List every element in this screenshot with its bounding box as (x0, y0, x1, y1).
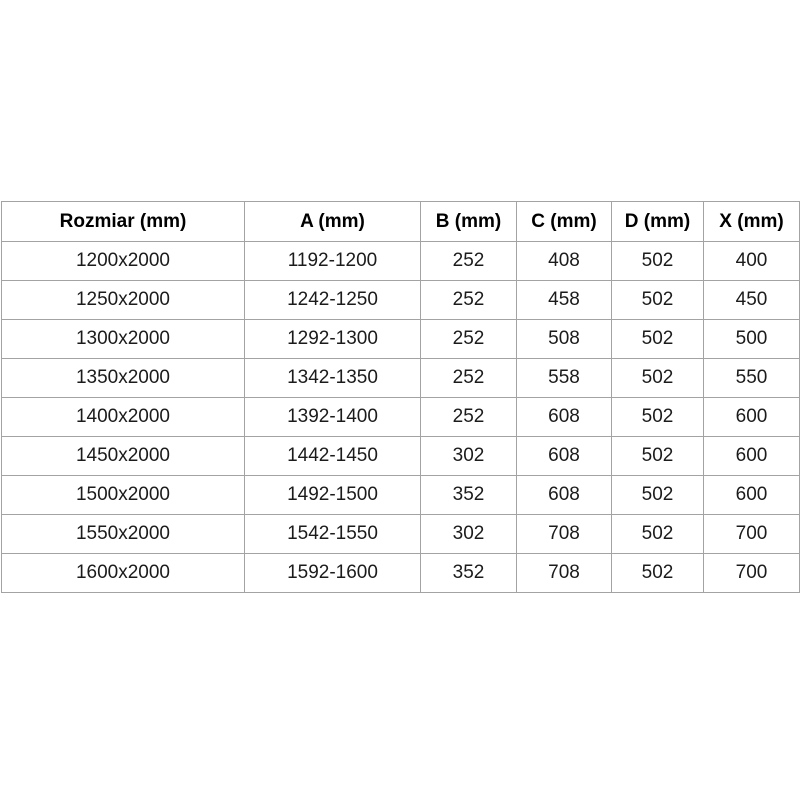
table-cell: 1350x2000 (2, 359, 245, 398)
table-cell: 500 (704, 320, 800, 359)
table-cell: 608 (517, 398, 612, 437)
table-cell: 1192-1200 (245, 242, 421, 281)
table-cell: 502 (612, 320, 704, 359)
column-header-d: D (mm) (612, 202, 704, 242)
table-cell: 502 (612, 359, 704, 398)
table-cell: 502 (612, 281, 704, 320)
table-cell: 252 (421, 398, 517, 437)
table-cell: 502 (612, 554, 704, 593)
table-cell: 1550x2000 (2, 515, 245, 554)
table-row (2, 359, 800, 398)
table-cell: 1442-1450 (245, 437, 421, 476)
table-cell: 608 (517, 476, 612, 515)
table-cell: 252 (421, 359, 517, 398)
table-cell: 450 (704, 281, 800, 320)
table-cell: 1592-1600 (245, 554, 421, 593)
table-cell: 1400x2000 (2, 398, 245, 437)
table-cell: 502 (612, 437, 704, 476)
column-header-c: C (mm) (517, 202, 612, 242)
table-cell: 1500x2000 (2, 476, 245, 515)
table-cell: 400 (704, 242, 800, 281)
table-cell: 1492-1500 (245, 476, 421, 515)
header-row (2, 202, 800, 242)
column-header-a: A (mm) (245, 202, 421, 242)
table-row (2, 476, 800, 515)
table-row (2, 515, 800, 554)
table-cell: 558 (517, 359, 612, 398)
table-cell: 502 (612, 398, 704, 437)
table-cell: 1542-1550 (245, 515, 421, 554)
table-cell: 502 (612, 476, 704, 515)
table-cell: 1292-1300 (245, 320, 421, 359)
table-cell: 502 (612, 242, 704, 281)
table-cell: 1200x2000 (2, 242, 245, 281)
column-header-b: B (mm) (421, 202, 517, 242)
column-header-x: X (mm) (704, 202, 800, 242)
table-row (2, 437, 800, 476)
table-cell: 700 (704, 515, 800, 554)
column-header-rozmiar: Rozmiar (mm) (2, 202, 245, 242)
table-row (2, 281, 800, 320)
table-cell: 600 (704, 476, 800, 515)
table-cell: 502 (612, 515, 704, 554)
table-cell: 1242-1250 (245, 281, 421, 320)
table-cell: 1450x2000 (2, 437, 245, 476)
table-cell: 550 (704, 359, 800, 398)
table-cell: 252 (421, 242, 517, 281)
table-cell: 600 (704, 398, 800, 437)
table-cell: 708 (517, 554, 612, 593)
table-row (2, 242, 800, 281)
table-cell: 1300x2000 (2, 320, 245, 359)
table-cell: 1392-1400 (245, 398, 421, 437)
table-cell: 608 (517, 437, 612, 476)
size-table (1, 201, 800, 593)
table-row (2, 554, 800, 593)
table-cell: 302 (421, 437, 517, 476)
table-cell: 408 (517, 242, 612, 281)
table-cell: 600 (704, 437, 800, 476)
table-cell: 252 (421, 281, 517, 320)
table-cell: 352 (421, 476, 517, 515)
table-cell: 302 (421, 515, 517, 554)
table-cell: 700 (704, 554, 800, 593)
table-cell: 508 (517, 320, 612, 359)
table-cell: 708 (517, 515, 612, 554)
table-cell: 1250x2000 (2, 281, 245, 320)
table-row (2, 398, 800, 437)
table-header (2, 202, 800, 242)
table-row (2, 320, 800, 359)
table-cell: 252 (421, 320, 517, 359)
table-cell: 1600x2000 (2, 554, 245, 593)
table-body (2, 242, 800, 593)
table-cell: 352 (421, 554, 517, 593)
table-cell: 1342-1350 (245, 359, 421, 398)
table-cell: 458 (517, 281, 612, 320)
